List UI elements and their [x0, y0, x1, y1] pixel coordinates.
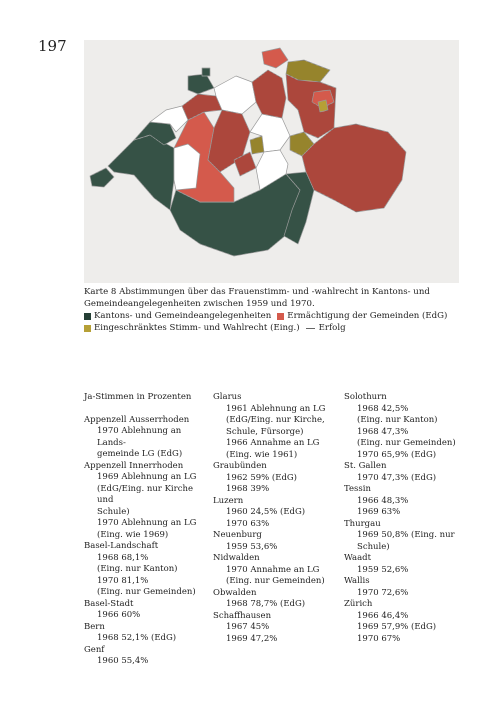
canton-name: Zürich: [344, 599, 373, 609]
canton-name: Basel-Landschaft: [84, 541, 159, 551]
region-st-gallen: [286, 74, 336, 138]
canton-name: Basel-Stadt: [84, 598, 134, 609]
vote-result-line: 1966 60%: [97, 610, 141, 620]
region-zuerich: [252, 70, 286, 118]
vote-result-line: (Eing. nur Gemeinden): [97, 587, 196, 597]
canton-name: Schaffhausen: [213, 610, 272, 621]
vote-result-line: 1968 39%: [226, 484, 270, 494]
vote-result-line: Schule): [97, 506, 130, 517]
vote-result-line: 1961 Ablehnung an LG: [226, 403, 326, 414]
vote-result-line: 1969 47,2%: [226, 633, 278, 644]
vote-result-line: 1969 63%: [357, 507, 401, 517]
vote-result-line: 1962 59% (EdG): [226, 472, 297, 483]
hatch-line-swatch: [306, 328, 315, 329]
region-freiburg: [174, 144, 200, 190]
legend-green-label: Kantons- und Gemeindeangelegenheiten: [94, 311, 272, 321]
page-number: 197: [38, 37, 67, 55]
map-svg: [84, 40, 459, 283]
vote-result-line: 1970 72,6%: [357, 587, 409, 598]
legend-row-1: [84, 310, 474, 322]
canton-name: Wallis: [344, 576, 370, 586]
vote-result-line: 1970 Ablehnung an Lands-: [97, 426, 182, 448]
legend-red-label: Ermächtigung der Gemeinden (EdG): [287, 311, 448, 321]
results-column-1: [84, 392, 204, 668]
vote-result-line: 1969 Ablehnung an LG: [97, 472, 197, 482]
vote-result-line: 1969 50,8% (Eing. nur: [357, 530, 455, 540]
column-2-entries: [213, 392, 338, 645]
vote-result-line: 1968 52,1% (EdG): [97, 633, 177, 643]
results-column-2: [213, 392, 338, 645]
canton-name: Obwalden: [213, 587, 257, 598]
region-appenzell-innerrhoden: [318, 100, 328, 112]
vote-result-line: (Eing. nur Kanton): [97, 564, 178, 574]
column-1-entries: [84, 415, 204, 668]
canton-name: Glarus: [213, 392, 242, 402]
legend-row-2: [84, 322, 474, 334]
vote-result-line: Schule, Fürsorge): [226, 426, 304, 437]
vote-result-line: 1970 Ablehnung an LG: [97, 518, 197, 528]
red-swatch: [277, 313, 284, 320]
vote-result-line: 1968 78,7% (EdG): [226, 599, 306, 609]
vote-result-line: 1968 47,3%: [357, 426, 409, 437]
region-schaffhausen: [262, 48, 288, 68]
vote-result-line: 1970 Annahme an LG: [226, 564, 320, 575]
olive-swatch: [84, 325, 91, 332]
canton-name: Luzern: [213, 495, 244, 506]
canton-name: Solothurn: [344, 392, 387, 402]
legend-olive-label: Eingeschränktes Stimm- und Wahlrecht (Eing.): [94, 323, 300, 333]
region-basel-stadt: [202, 68, 210, 76]
vote-result-line: 1960 55,4%: [97, 656, 149, 666]
canton-name: Appenzell Ausserrhoden: [84, 414, 190, 425]
vote-result-line: gemeinde LG (EdG): [97, 449, 183, 459]
region-basel-landschaft: [188, 74, 214, 94]
canton-name: Nidwalden: [213, 553, 260, 563]
canton-name: Waadt: [344, 553, 371, 563]
column-3-entries: [344, 392, 474, 645]
vote-result-line: 1970 81,1%: [97, 575, 149, 586]
vote-result-line: 1959 52,6%: [357, 564, 409, 575]
region-nidwalden: [250, 136, 264, 154]
results-column-3: [344, 392, 474, 645]
map-legend: [84, 310, 474, 334]
canton-name: St. Gallen: [344, 461, 387, 471]
vote-result-line: 1968 68,1%: [97, 552, 149, 563]
vote-result-line: 1966 48,3%: [357, 495, 409, 506]
vote-result-line: 1970 67%: [357, 633, 401, 644]
vote-result-line: 1970 47,3% (EdG): [357, 472, 437, 483]
vote-result-line: (Eing. nur Kanton): [357, 415, 438, 425]
vote-result-line: 1966 46,4%: [357, 610, 409, 621]
region-waadt: [108, 135, 174, 210]
vote-result-line: (EdG/Eing. nur Kirche und: [97, 483, 193, 505]
vote-result-line: (Eing. nur Gemeinden): [357, 438, 456, 448]
canton-name: Neuenburg: [213, 530, 262, 540]
vote-result-line: 1970 63%: [226, 518, 270, 529]
vote-result-line: 1967 45%: [226, 622, 270, 632]
canton-name: Genf: [84, 644, 105, 655]
canton-name: Appenzell Innerrhoden: [84, 460, 184, 471]
vote-result-line: 1966 Annahme an LG: [226, 438, 320, 448]
vote-result-line: 1960 24,5% (EdG): [226, 507, 306, 517]
map-caption: Karte 8 Abstimmungen über das Frauenstimm- und -wahlrecht in Kantons- und Gemeindeangelegenheiten zwischen 1959 und 1970.: [84, 287, 430, 309]
switzerland-map: [84, 40, 459, 283]
vote-result-line: 1969 57,9% (EdG): [357, 622, 437, 632]
canton-name: Bern: [84, 621, 105, 632]
green-swatch: [84, 313, 91, 320]
region-genf: [90, 168, 114, 187]
vote-result-line: (Eing. nur Gemeinden): [226, 576, 325, 586]
vote-result-line: (Eing. wie 1969): [97, 529, 169, 540]
canton-name: Graubünden: [213, 461, 267, 471]
vote-result-line: Schule): [357, 541, 390, 552]
list-header: Ja-Stimmen in Prozenten: [84, 392, 192, 402]
vote-result-line: (Eing. wie 1961): [226, 449, 298, 460]
legend-hatch-label: Erfolg: [318, 323, 346, 333]
canton-name: Tessin: [344, 484, 371, 494]
vote-result-line: 1968 42,5%: [357, 403, 409, 414]
vote-result-line: (EdG/Eing. nur Kirche,: [226, 415, 325, 425]
vote-result-line: 1970 65,9% (EdG): [357, 449, 437, 460]
vote-result-line: 1959 53,6%: [226, 541, 278, 552]
canton-name: Thurgau: [344, 518, 381, 529]
